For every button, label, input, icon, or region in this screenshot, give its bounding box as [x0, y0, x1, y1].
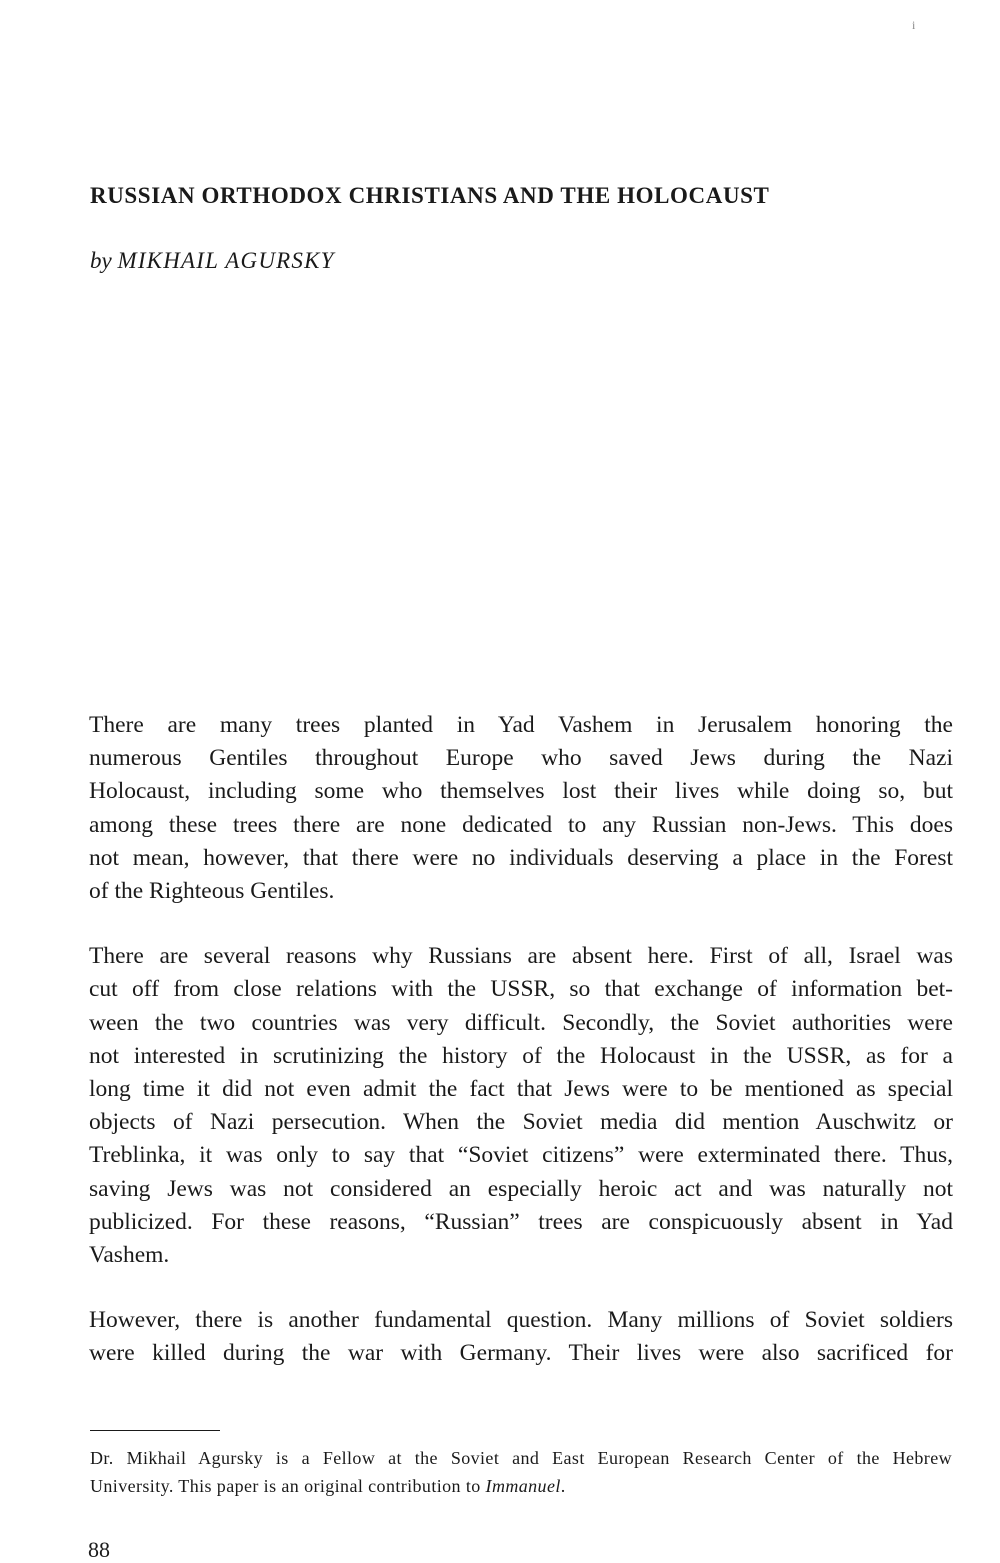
- page-number: 88: [88, 1537, 110, 1562]
- text-line: saving Jews was not considered an especially heroic act and was naturally not: [89, 1175, 953, 1202]
- footnote-line: Dr. Mikhail Agursky is a Fellow at the Soviet and East European Research Center of the Hebrew: [90, 1448, 952, 1468]
- text-line: Vashem.: [89, 1242, 170, 1269]
- text-line: long time it did not even admit the fact that Jews were to be mentioned as special: [89, 1076, 953, 1103]
- text-line: ween the two countries was very difficult. Secondly, the Soviet authorities were: [89, 1009, 953, 1036]
- text-line: were killed during the war with Germany. Their lives were also sacrificed for: [89, 1340, 953, 1367]
- text-line: Holocaust, including some who themselves lost their lives while doing so, but: [89, 778, 953, 805]
- footnote-period: .: [560, 1476, 566, 1496]
- text-line: Treblinka, it was only to say that “Soviet citizens” were exterminated there. Thus,: [89, 1142, 953, 1169]
- byline: [90, 248, 335, 274]
- journal-name: Immanuel: [485, 1476, 561, 1496]
- text-line: cut off from close relations with the USSR, so that exchange of information bet-: [89, 976, 953, 1003]
- text-line: of the Righteous Gentiles.: [89, 878, 335, 905]
- text-line: publicized. For these reasons, “Russian” trees are conspicuously absent in Yad: [89, 1208, 953, 1235]
- text-line: There are many trees planted in Yad Vashem in Jerusalem honoring the: [89, 712, 953, 738]
- footnote-line: [90, 1472, 952, 1500]
- author-name: MIKHAIL AGURSKY: [117, 248, 335, 273]
- text-line: not mean, however, that there were no individuals deserving a place in the Forest: [89, 844, 953, 871]
- text-line: not interested in scrutinizing the history of the Holocaust in the USSR, as for a: [89, 1042, 953, 1069]
- text-line: There are several reasons why Russians are absent here. First of all, Israel was: [89, 943, 953, 970]
- footnote-divider: [90, 1430, 220, 1431]
- footnote-text: University. This paper is an original contribution to: [90, 1476, 486, 1496]
- text-line: objects of Nazi persecution. When the Soviet media did mention Auschwitz or: [89, 1109, 953, 1136]
- article-body: [89, 709, 953, 1403]
- article-title: RUSSIAN ORTHODOX CHRISTIANS AND THE HOLOCAUST: [90, 183, 770, 208]
- paragraph-1: [89, 709, 953, 908]
- text-line: numerous Gentiles throughout Europe who saved Jews during the Nazi: [89, 745, 953, 772]
- author-footnote: [90, 1444, 952, 1500]
- paragraph-2: [89, 940, 953, 1272]
- corner-mark: i: [912, 18, 916, 32]
- text-line: However, there is another fundamental question. Many millions of Soviet soldiers: [89, 1307, 953, 1334]
- byline-prefix: by: [90, 248, 112, 273]
- paragraph-3: [89, 1304, 953, 1370]
- text-line: among these trees there are none dedicated to any Russian non-Jews. This does: [89, 811, 953, 838]
